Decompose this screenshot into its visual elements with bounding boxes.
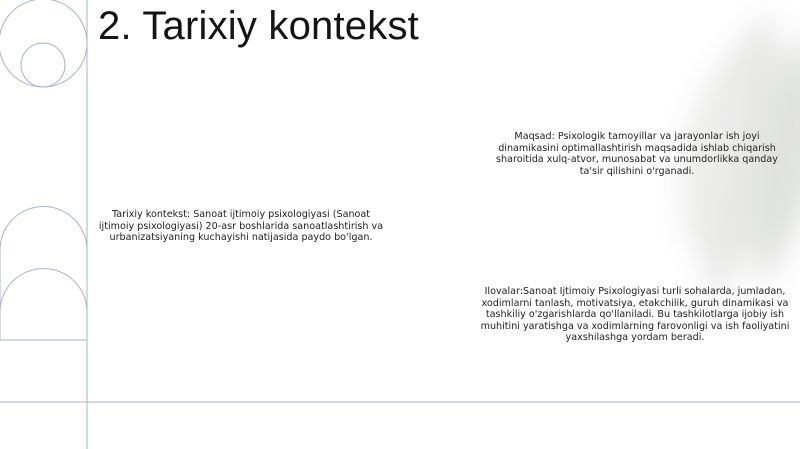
arch-shape-lower <box>0 269 87 341</box>
applications-text: Ilovalar:Sanoat Ijtimoiy Psixologiyasi turli sohalarda, jumladan, xodimlarni tanlash, motivatsiya, etakchilik, guruh dinamikasi va tashkiliy o'zgarishlarda qo'llaniladi. Bu tashkilotlarga ijobiy ish muhitini yaratishga va xodimlarning farovonligi va ish faoliyatini yaxshilashga yordam beradi. <box>480 286 790 344</box>
arch-shape-upper <box>0 207 87 341</box>
historical-context-text: Tarixiy kontekst: Sanoat ijtimoiy psixologiyasi (Sanoat ijtimoiy psixologiyasi) 20-asr boshlarida sanoatlashtirish va urbanizatsiyaning kuchayishi natijasida paydo bo'lgan. <box>98 209 384 244</box>
slide-title: 2. Tarixiy kontekst <box>98 4 419 48</box>
small-circle-shape <box>21 43 65 87</box>
goal-text: Maqsad: Psixologik tamoyillar va jarayonlar ish joyi dinamikasini optimallashtirish maqsadida ishlab chiqarish sharoitida xulq-atvor, munosabat va unumdorlikka qanday ta'sir qilishini o'rganadi. <box>496 131 778 177</box>
